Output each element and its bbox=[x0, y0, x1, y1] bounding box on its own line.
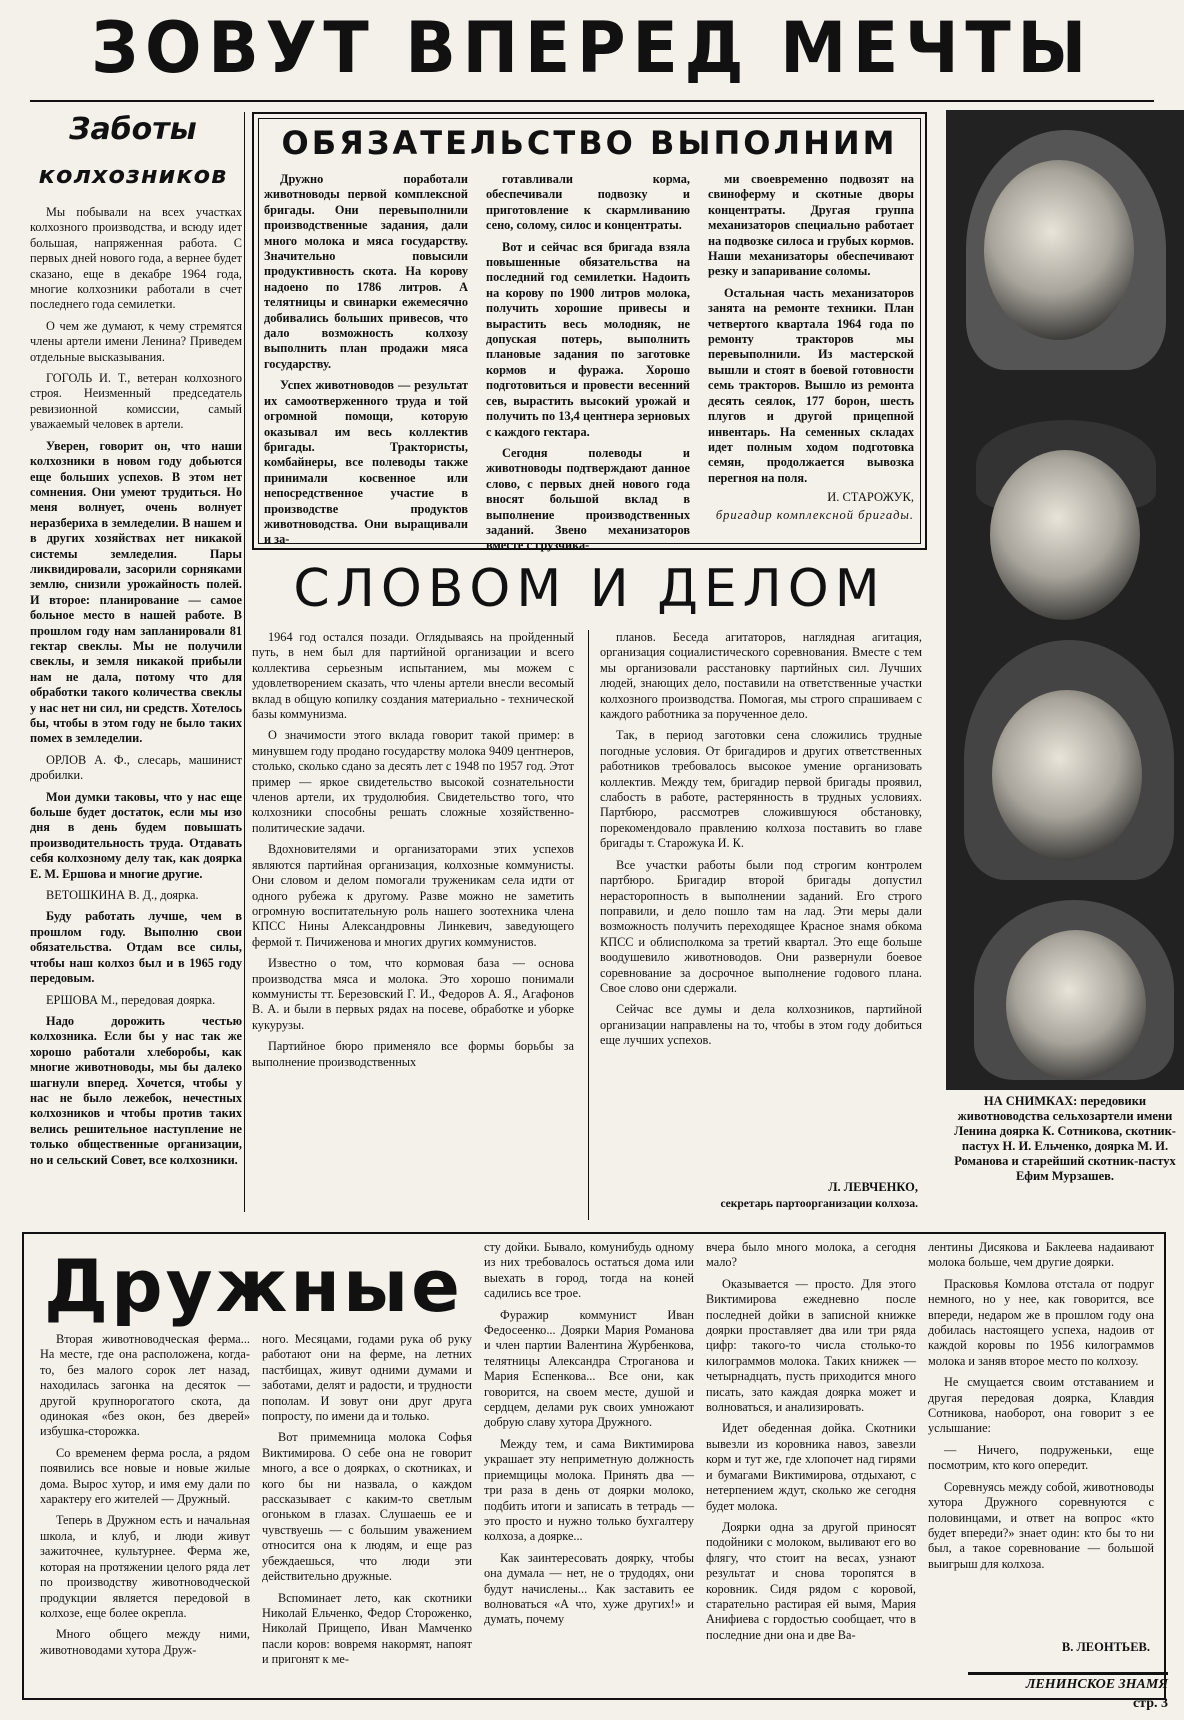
paragraph: Известно о том, что кормовая база — основа производства мяса и молока. Это хорошо понимали коммунисты тт. Березовский Г. И., Федоров А. Я., Агафонов В. А. и были в первых рядах на посеве, обработке и уборке кукурузы. bbox=[252, 956, 574, 1032]
druzhnye-signature: В. ЛЕОНТЬЕВ. bbox=[1061, 1640, 1150, 1654]
paragraph: О значимости этого вклада говорит такой пример: в минувшем году продано государству молока 9409 центнеров, столько, сколько сдано за десять лет с 1948 по 1957 год. Этот пример — яркое свидетельство высокой сознательности членов артели, их трудолюбия. Свидетельство того, что колхозники способны решать сложные хозяйственно-политические задачи. bbox=[252, 728, 574, 835]
druzhnye-col-4 bbox=[706, 1240, 916, 1692]
speaker-role: доярка. bbox=[157, 888, 199, 903]
portrait-face-3 bbox=[992, 690, 1142, 860]
paragraph: планов. Беседа агитаторов, наглядная агитация, организация социалистического соревнования. Вместе с тем мы организовали расстановку партийных сил. Лучших людей, знающих дело, поставили на ответственные участки колхозного производства. Помогая, мы строго спрашиваем с каждого работника за порученное дело. bbox=[600, 630, 922, 722]
paragraph: Остальная часть механизаторов занята на ремонте техники. План четвертого квартала 1964 года по ремонту тракторов мы перевыполнили. Из мастерской вышли и стоят в боевой готовности семь тракторов. Вышло из ремонта десять сеялок, 177 борон, шесть плугов и другой прицепной инвентарь. На семенных складах идет полным ходом подготовка семян, продолжается вывозка перегноя на поля. bbox=[708, 285, 914, 485]
paragraph: вчера было много молока, а сегодня мало? bbox=[706, 1240, 916, 1270]
paragraph: 1964 год остался позади. Оглядываясь на пройденный путь, в нем был для партийной организации и всего коллектива серьезным испытанием, мы можем с удовлетворением сказать, что члены артели внесли весомый вклад в общую копилку создания материально - технической базы коммунизма. bbox=[252, 630, 574, 722]
paragraph: ного. Месяцами, годами рука об руку работают они на ферме, на летних пастбищах, живут одними думами и заботами, делят и радости, и трудности пополам. И зовут они друг друга попросту, по имени да и только. bbox=[262, 1332, 472, 1424]
paragraph: Партийное бюро применяло все формы борьбы за выполнение производственных bbox=[252, 1039, 574, 1069]
portrait-face-1 bbox=[984, 160, 1134, 340]
obyazatelstvo-title: ОБЯЗАТЕЛЬСТВО ВЫПОЛНИМ bbox=[281, 124, 898, 162]
speaker-role: передовая доярка. bbox=[118, 992, 216, 1007]
druzhnye-title: Дружные bbox=[44, 1244, 463, 1328]
speaker-name: ГОГОЛЬ И. Т., bbox=[46, 371, 131, 386]
speaker-role: ветеран колхозного строя. Неизменный председатель ревизионной комиссии, самый уважаемый человек в артели. bbox=[30, 371, 242, 432]
paragraph: Надо дорожить честью колхозника. Если бы у нас так же хорошо работали хлеборобы, как многие животноводы, мы бы далеко шагнули вперед. Хочется, чтобы у нас не было лежебок, нечестных колхозников и чтобы против таких велись решительное наступление не только общественные организации, но и сельский Совет, все колхозники. bbox=[30, 1013, 242, 1167]
druzhnye-col-5 bbox=[928, 1240, 1154, 1636]
paragraph: Уверен, говорит он, что наши колхозники в новом году добьются еще больших успехов. В этом нет сомнения. Они умеют трудиться. Но меня волнует, очень волнует неразбериха в земледелии. В нашем и в других хозяйствах нет никакой системы земледелия. Пары ликвидировали, засорили сорняками землю, снизили урожайность полей. И второе: планирование — самое больное место в нашей работе. В прошлом году нам запланировали 81 гектар свеклы. Мы не получили свеклы, и земля никакой прибыли нам не дала, потому что для обработки такого количества свеклы у нас нет ни сил, ни средств. Хотелось бы, чтобы в этом году не было таких помех в земледелии. bbox=[30, 438, 242, 746]
slovom-divider bbox=[588, 630, 589, 1220]
paragraph: Теперь в Дружном есть и начальная школа, и клуб, и люди живут зажиточнее, культурнее. Ферма же, которая на протяжении целого ряда лет по производству животноводческой продукции является передовой в колхозе, еще более окрепла. bbox=[40, 1513, 250, 1620]
paragraph: Как заинтересовать доярку, чтобы она думала — нет, не о трудодях, они будут начислены... Как заставить ее волноваться «А что, хуже других!» и думать, почему bbox=[484, 1550, 694, 1627]
speaker-name: ВЕТОШКИНА В. Д., bbox=[46, 888, 158, 903]
paragraph: ми своевременно подвозят на свиноферму и скотные дворы концентраты. Другая группа механизаторов специально работает на подвозке силоса и грубых кормов. Наши механизаторы обеспечивают резку и запаривание соломы. bbox=[708, 172, 914, 279]
paragraph: Между тем, и сама Виктимирова украшает эту неприметную должность приемщицы молока. Принять два — три раза в день от доярки молоко, подбить итоги и записать в тетрадь — это просто и нужно только бухгалтеру колхоза, а доярке... bbox=[484, 1436, 694, 1544]
paragraph: готавливали корма, обеспечивали подвозку и приготовление к скармливанию сено, солому, силос и концентраты. bbox=[486, 172, 690, 233]
portraits-photo bbox=[946, 110, 1184, 1090]
left-kicker-1: Заботы bbox=[69, 112, 197, 147]
paragraph: Соревнуясь между собой, животноводы хутора Дружного соревнуются с половинцами, и ответ на вопрос «кто будет впереди?» знает один: кто бы то ни был, а такое соревнование — большой выигрыш для колхоза. bbox=[928, 1479, 1154, 1571]
slovom-col-2 bbox=[600, 630, 922, 1170]
paragraph bbox=[30, 888, 242, 903]
slovom-col-1 bbox=[252, 630, 574, 1220]
paragraph: Мы побывали на всех участках колхозного производства, и всюду идет большая, напряженная работа. С первых дней нового года, а вернее будет сказано, еще в декабре 1964 года, многие колхозники работали в счет последнего года семилетки. bbox=[30, 205, 242, 312]
masthead-title: ЗОВУТ ВПЕРЕД МЕЧТЫ bbox=[91, 7, 1093, 89]
masthead-rule bbox=[30, 100, 1154, 102]
photo-caption: НА СНИМКАХ: передовики животноводства сельхозартели имени Ленина доярка К. Сотникова, скотник-пастух Н. И. Ельченко, доярка М. И. Романова и старейший скотник-пастух Ефим Мурзашев. bbox=[954, 1094, 1176, 1183]
paragraph: Вторая животноводческая ферма... На месте, где она расположена, когда-то, без малого сорок лет назад, находилась загонка на десяток — другой крупнорогатого скота, да одинокая «без окон, без дверей» избушка-сторожка. bbox=[40, 1332, 250, 1439]
paragraph: Со временем ферма росла, а рядом появились все новые и новые жилые дома. Вырос хутор, и имя ему дали по характеру его жителей — Дружный. bbox=[40, 1445, 250, 1507]
slovom-signature-title: секретарь партоорганизации колхоза. bbox=[720, 1198, 918, 1210]
portrait-face-2 bbox=[990, 450, 1140, 620]
paragraph: Оказывается — просто. Для этого Виктимирова ежедневно после последней дойки в записной книжке доярки проставляет два или три ряда цифр: такого-то числа столько-то килограммов молока. Таких книжек — четырнадцать, пусть приходится много писать, зато каждая доярка может и волноваться, и анализировать. bbox=[706, 1276, 916, 1415]
druzhnye-col-1 bbox=[40, 1332, 250, 1692]
paragraph: Мои думки таковы, что у нас еще больше будет достаток, если мы изо дня в день будем повышать производительность труда. Отдавать себя колхозному делу так, как доярка Е. М. Ершова и многие другие. bbox=[30, 789, 242, 881]
portrait-face-4 bbox=[1006, 930, 1146, 1080]
paragraph: Вот и сейчас вся бригада взяла повышенные обязательства на последний год семилетки. Надоить на корову по 1900 литров молока, получить хорошие привесы и вырастить весь молодняк, не допуская потерь, выполнить плановые задания по заготовке кормов и фуража. Хорошо подготовиться и провести весенний сев, вырастить высокий урожай и получить по 13,4 центнера зерновых с каждого гектара. bbox=[486, 239, 690, 439]
paragraph: Не смущается своим отставанием и другая передовая доярка, Клавдия Сотникова, наоборот, она говорит з ее услышание: bbox=[928, 1375, 1154, 1436]
paragraph: Буду работать лучше, чем в прошлом году. Выполню свои обязательства. Отдам все силы, чтобы наш колхоз был и в 1965 году передовым. bbox=[30, 909, 242, 986]
paragraph: Успех животноводов — результат их самоотверженного труда и той огромной помощи, которую оказывал им весь коллектив бригады. Трактористы, комбайнеры, все полеводы также принимали косвенное или непосредственное участие в производстве продуктов животноводства. Они выращивали и за- bbox=[264, 378, 468, 547]
paragraph: Все участки работы были под строгим контролем партбюро. Бригадир второй бригады допустил нерасторопность в выполнении заданий. Его строго поправили, и дело пошло там на лад. Эти меры дали возможность получить переходящее Красное знамя обкома КПСС и облисполкома за третий квартал. Это еще больше воодушевило животноводов. Они развернули боевое соревнование за досрочное выполнение годового плана. Свое слово они сдержали. bbox=[600, 857, 922, 995]
paragraph: Сегодня полеводы и животноводы подтверждают данное слово, с первых дней нового года вносят большой вклад в выполнение производственных заданий. Звено механизаторов вместе с грузчика- bbox=[486, 445, 690, 553]
paragraph: сту дойки. Бывало, комунибудь одному из них требовалось остаться дома или выехать в город, тогда на коней садились все трое. bbox=[484, 1240, 694, 1301]
paragraph: Фуражир коммунист Иван Федосеенко... Доярки Мария Романова и член партии Валентина Журбенкова, телятницы Александра Строганова и Мария Еспенкова... Все они, как говорится, на своем месте, душой и сердцем, делами рук своих умножают добрую славу хутора Дружного. bbox=[484, 1307, 694, 1430]
paragraph: Доярки одна за другой приносят подойники с молоком, выливают его во флягу, что стоит на весах, узнают результат и снова торопятся в коровник. Сидя рядом с коровой, старательно растирая ей вымя, Мария Анифиева с гордостью сообщает, что в последние дни она и две Ва- bbox=[706, 1519, 916, 1642]
left-column-divider bbox=[244, 112, 245, 1212]
obyazatelstvo-signature-title: бригадир комплексной бригады. bbox=[715, 508, 914, 522]
paragraph: Сейчас все думы и дела колхозников, партийной организации направлены на то, чтобы в этом году добиться еще лучших успехов. bbox=[600, 1002, 922, 1048]
obyazatelstvo-col-1 bbox=[264, 172, 468, 547]
paragraph: Вот примемница молока Софья Виктимирова. О себе она не говорит много, а все о доярках, о скотниках, и кого бы ни назвала, о каждом рассказывает с каким-то светлым огоньком в глазах. Слушаешь ее и чувствуешь — с большим уважением относится она к людям, и еще раз убеждаешься, что люди эти действительно дружные. bbox=[262, 1430, 472, 1584]
footer-page-number: стр. 3 bbox=[1132, 1696, 1168, 1711]
obyazatelstvo-signature-name: И. СТАРОЖУК, bbox=[827, 490, 914, 504]
paragraph bbox=[30, 371, 242, 433]
paragraph: Дружно поработали животноводы первой комплексной бригады. Они перевыполнили производственные задания, дали много молока и мяса государству. Значительно повысили продуктивность скота. На корову надоено по 1786 литров. А телятницы и свинарки ежемесячно добивались больших привесов, что дало возможность колхозу выполнить план продажи мяса государству. bbox=[264, 172, 468, 371]
left-kicker-2: колхозников bbox=[38, 161, 228, 189]
paragraph: — Ничего, подруженьки, еще посмотрим, кто кого опередит. bbox=[928, 1442, 1154, 1473]
druzhnye-col-2 bbox=[262, 1332, 472, 1692]
paragraph: Так, в период заготовки сена сложились трудные погодные условия. От бригадиров и других ответственных работников требовалось высокое умение организовать коллектив. Между тем, бригадир первой бригады проявил, слабость в работе, растерянность в трудных условиях. Партбюро, рассмотрев сложившуюся обстановку, порекомендовало правлению колхоза поставить во главе бригады т. Старожука И. К. bbox=[600, 728, 922, 851]
paragraph: О чем же думают, к чему стремятся члены артели имени Ленина? Приведем отдельные высказывания. bbox=[30, 318, 242, 364]
page-footer bbox=[938, 1672, 1168, 1712]
druzhnye-col-3 bbox=[484, 1240, 694, 1692]
left-column-text bbox=[30, 205, 242, 1225]
slovom-title: СЛОВОМ И ДЕЛОМ bbox=[293, 559, 886, 619]
paragraph bbox=[30, 993, 242, 1008]
speaker-role: слесарь, машинист дробилки. bbox=[30, 752, 243, 783]
paragraph: лентины Дисякова и Баклеева надаивают молока больше, чем другие доярки. bbox=[928, 1240, 1154, 1270]
paragraph: Много общего между ними, животноводами хутора Друж- bbox=[40, 1627, 250, 1657]
paragraph: Вдохновителями и организаторами этих успехов являются партийная организация, колхозные коммунисты. Они словом и делом помогали труженикам села идти от одного рубежа к другому. Разве можно не заметить огромную воспитательную роль нашего зоотехника члена КПСС Нины Александровны Линкевич, заведующего фермой т. Пичиженова и многих других коммунистов. bbox=[252, 842, 574, 949]
slovom-signature-name: Л. ЛЕВЧЕНКО, bbox=[828, 1180, 918, 1194]
obyazatelstvo-col-2 bbox=[486, 172, 690, 553]
speaker-name: ЕРШОВА М., bbox=[46, 992, 119, 1007]
obyazatelstvo-col-3 bbox=[708, 172, 914, 485]
speaker-name: ОРЛОВ А. Ф., bbox=[46, 752, 130, 767]
paragraph: Прасковья Комлова отстала от подруг немного, но у нее, как говорится, все впереди, недаром же в прошлом году она добилась настоящего успеха, надоив от каждой коровы по 1956 килограммов молока и заняв второе место по колхозу. bbox=[928, 1276, 1154, 1368]
paragraph bbox=[30, 753, 242, 784]
paragraph: Вспоминает лето, как скотники Николай Ельченко, Федор Стороженко, Николай Прищепо, Иван Мамченко пасли коров: вовремя накормят, напоят и пригонят к ме- bbox=[262, 1590, 472, 1667]
footer-paper-name: ЛЕНИНСКОЕ ЗНАМЯ bbox=[1025, 1677, 1168, 1692]
paragraph: Идет обеденная дойка. Скотники вывезли из коровника навоз, завезли корм и тут же, где хлопочет над гирями и бумагами Виктимирова, отдыхают, с нетерпением ждут, сколько же сегодня будет молока. bbox=[706, 1421, 916, 1513]
